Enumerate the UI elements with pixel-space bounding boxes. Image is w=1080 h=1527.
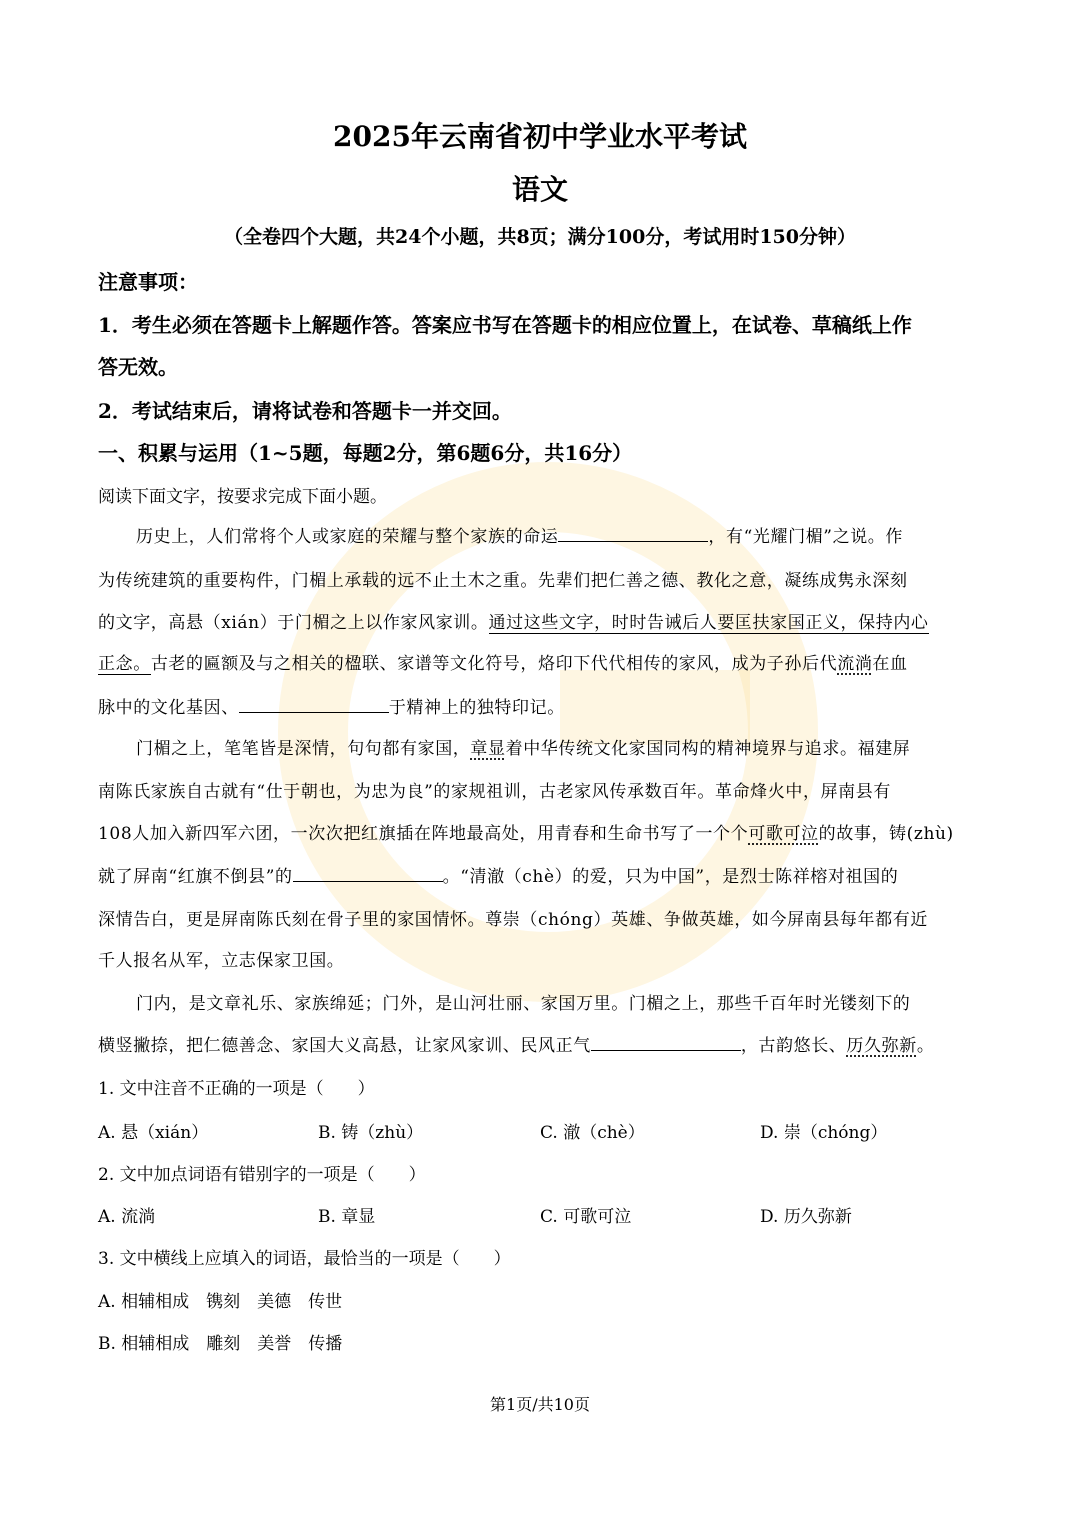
notice-heading: 注意事项：: [98, 270, 198, 294]
q3-option-a: A. 相辅相成 镌刻 美德 传世: [98, 1292, 343, 1312]
passage-text: 门楣之上，笔笔皆是深情，句句都有家国，: [136, 739, 471, 759]
passage-text: 于精神上的独特印记。: [388, 698, 565, 718]
notice-item-2: 2．考试结束后，请将试卷和答题卡一并交回。: [98, 399, 512, 423]
passage-text: 108人加入新四军六团，一次次把红旗插在阵地最高处，用青春和生命书写了一个个: [98, 824, 749, 844]
passage-text: 的文字，高悬（xián）于门楣之上以作家风家训。: [98, 613, 489, 633]
passage-line: 南陈氏家族自古就有“仕于朝也，为忠为良”的家规祖训，古老家风传承数百年。革命烽火中，屏南县有: [98, 782, 891, 802]
question-3-stem: 3. 文中横线上应填入的词语，最恰当的一项是（ ）: [98, 1249, 511, 1269]
passage-line: 深情告白，更是屏南陈氏刻在骨子里的家国情怀。尊崇（chóng）英雄、争做英雄，如今屏南县每年都有近: [98, 910, 928, 930]
passage-text: 的故事，铸(zhù): [818, 824, 954, 844]
page-footer: 第1页/共10页: [490, 1395, 590, 1414]
passage-line: 门内，是文章礼乐、家族绵延；门外，是山河壮丽、家国万里。门楣之上，那些千百年时光镂刻下的: [136, 994, 911, 1014]
underlined-sentence: 通过这些文字，时时告诫后人要匡扶家国正义，保持内心: [488, 613, 929, 633]
passage-line: [98, 1031, 1080, 1056]
q1-option-b: B. 铸（zhù）: [318, 1123, 424, 1143]
question-2-stem: 2. 文中加点词语有错别字的一项是（ ）: [98, 1165, 426, 1185]
passage-line: [98, 862, 1080, 887]
passage-text: ，古韵悠长、: [740, 1036, 847, 1056]
passage-text: ，有“光耀门楣”之说。作: [708, 527, 903, 547]
passage-text: 。: [916, 1036, 935, 1056]
q1-option-c: C. 澈（chè）: [540, 1123, 645, 1143]
passage-line: [136, 734, 1080, 759]
passage-text: 横竖撇捺，把仁德善念、家国大义高悬，让家风家训、民风正气: [98, 1036, 591, 1056]
dotted-word-kegekeqi: 可歌可泣: [748, 824, 819, 844]
notice-item-1-cont: 答无效。: [98, 355, 178, 379]
passage-text: 在血: [872, 654, 908, 674]
q2-option-d: D. 历久弥新: [760, 1207, 852, 1227]
section1-instruction: 阅读下面文字，按要求完成下面小题。: [98, 487, 387, 507]
passage-text: 就了屏南“红旗不倒县”的: [98, 867, 293, 887]
q2-option-a: A. 流淌: [98, 1207, 156, 1227]
section1-heading: 一、积累与运用（1~5题，每题2分，第6题6分，共16分）: [98, 441, 633, 465]
fill-blank-3: [293, 867, 443, 882]
passage-text: 历史上，人们常将个人或家庭的荣耀与整个家族的命运: [136, 527, 559, 547]
fill-blank-2: [239, 698, 389, 713]
fill-blank-1: [558, 527, 708, 542]
fill-blank-4: [591, 1036, 741, 1051]
passage-line: [98, 819, 1080, 844]
passage-line: [98, 693, 1080, 718]
exam-scope: （全卷四个大题，共24个小题，共8页；满分100分，考试用时150分钟）: [224, 226, 856, 248]
dotted-word-lijiumixin: 历久弥新: [846, 1036, 917, 1056]
subject-title: 语文: [511, 173, 568, 206]
passage-line: [98, 649, 1080, 674]
passage-line: [136, 522, 1080, 547]
passage-line: 为传统建筑的重要构件，门楣上承载的远不止土木之重。先辈们把仁善之德、教化之意，凝练成隽永深刻: [98, 571, 908, 591]
notice-item-1: 1．考生必须在答题卡上解题作答。答案应书写在答题卡的相应位置上，在试卷、草稿纸上作: [98, 313, 912, 337]
exam-title: 2025年云南省初中学业水平考试: [333, 120, 747, 153]
passage-text: 。“清澈（chè）的爱，只为中国”，是烈士陈祥榕对祖国的: [442, 867, 899, 887]
q3-option-b: B. 相辅相成 雕刻 美誉 传播: [98, 1334, 343, 1354]
dotted-word-liutang: 流淌: [837, 654, 873, 674]
passage-text: 着中华传统文化家国同构的精神境界与追求。福建屏: [505, 739, 911, 759]
underlined-sentence-end: 正念。: [98, 654, 151, 674]
passage-line: 千人报名从军，立志保家卫国。: [98, 951, 345, 971]
passage-text: 脉中的文化基因、: [98, 698, 239, 718]
passage-text: 古老的匾额及与之相关的楹联、家谱等文化符号，烙印下代代相传的家风，成为子孙后代: [150, 654, 838, 674]
passage-line: [98, 608, 1080, 633]
question-1-stem: 1. 文中注音不正确的一项是（ ）: [98, 1079, 375, 1099]
q1-option-a: A. 悬（xián）: [98, 1123, 209, 1143]
q2-option-b: B. 章显: [318, 1207, 376, 1227]
q2-option-c: C. 可歌可泣: [540, 1207, 632, 1227]
dotted-word-zhangxian: 章显: [470, 739, 506, 759]
q1-option-d: D. 崇（chóng）: [760, 1123, 888, 1143]
